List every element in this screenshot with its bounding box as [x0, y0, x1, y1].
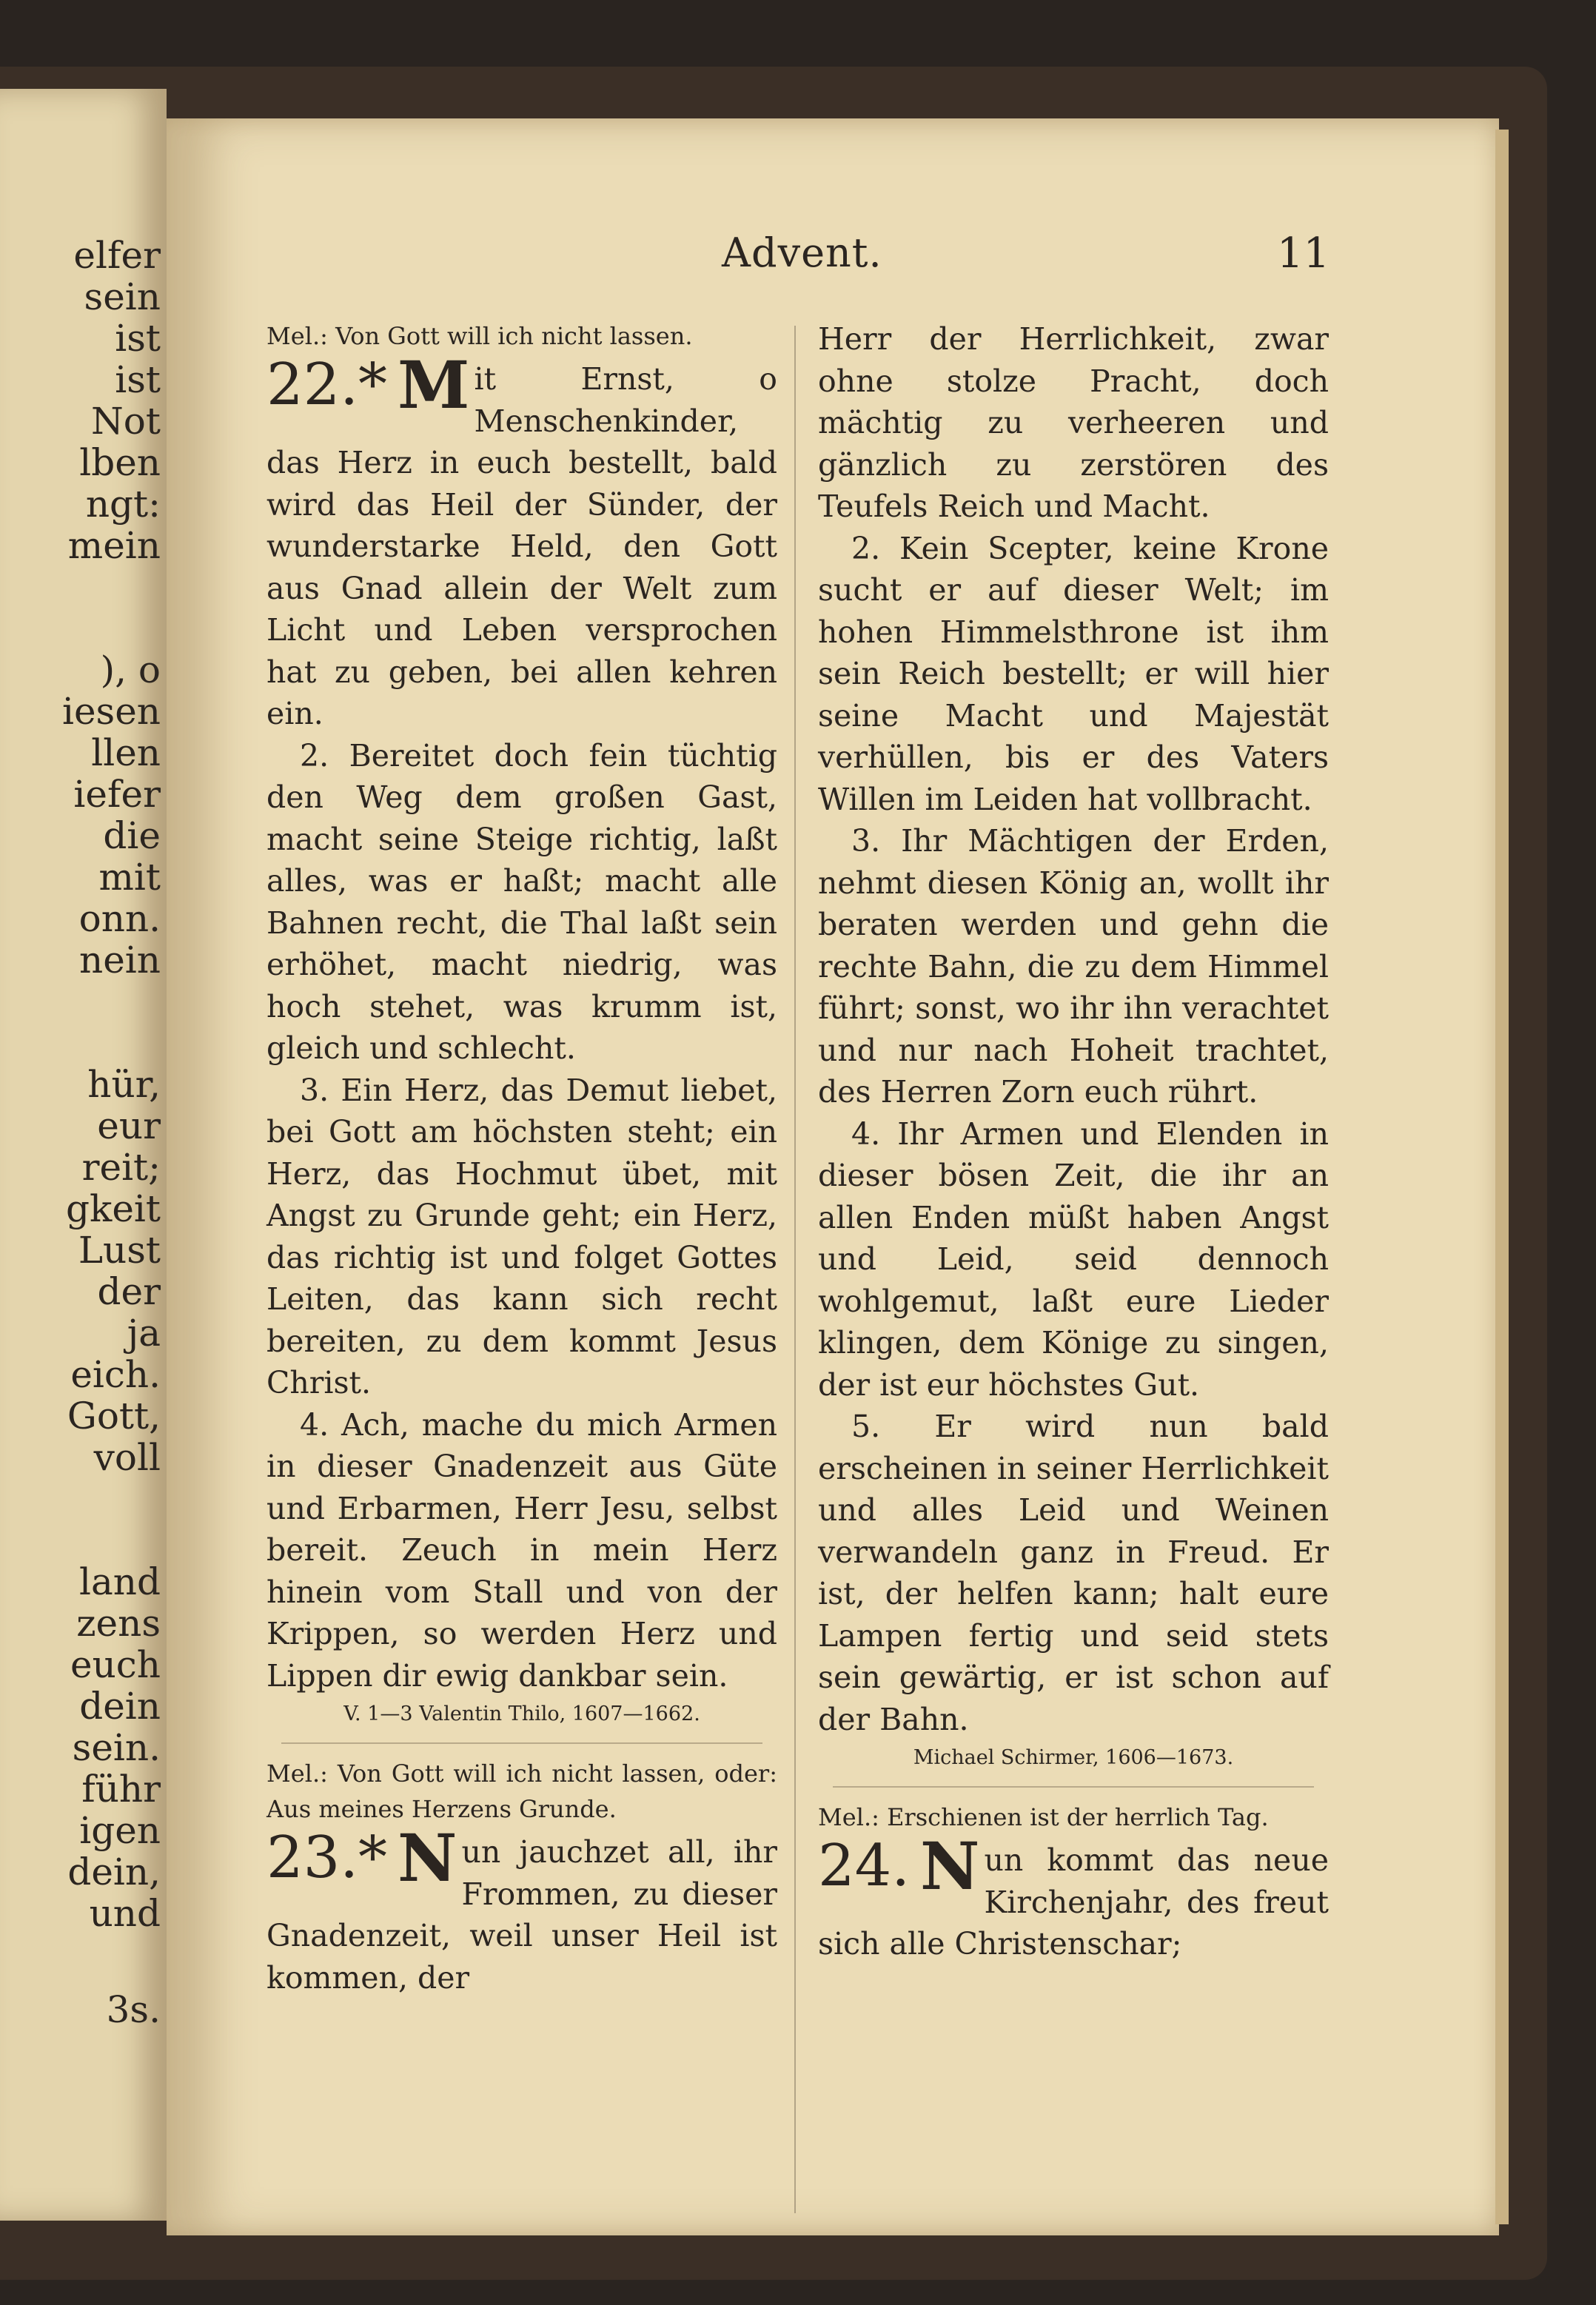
left-page-text-fragment: iesen — [61, 690, 161, 733]
left-page-text-fragment: Lust — [78, 1229, 161, 1272]
page-header — [167, 229, 1499, 281]
drop-initial: M — [398, 346, 470, 423]
verse-1: un kommt das neue Kirchenjahr, des freut sich alle Christenschar; — [818, 1842, 1329, 1962]
left-page-text-fragment: mein — [67, 524, 161, 567]
verse-4: 4. Ihr Armen und Elenden in dieser bösen Zeit, die ihr an allen Enden müßt haben Angst und Leid, seid dennoch wohlgemut, laßt eure Lieder klingen, dem Könige zu singen, der ist eur höchstes Gut. — [818, 1115, 1329, 1403]
left-page-text-fragment: lben — [79, 441, 161, 484]
left-page-text-fragment: der — [97, 1270, 161, 1313]
hymn-24 — [818, 1828, 1329, 1965]
section-rule — [833, 1786, 1314, 1788]
hymn-number: 24. — [818, 1833, 911, 1899]
melody-line: Mel.: Erschienen ist der herrlich Tag. — [818, 1803, 1269, 1831]
left-page-text-fragment: eur — [97, 1104, 161, 1147]
hymn-22 — [266, 346, 777, 1729]
running-head: Advent. — [722, 229, 882, 276]
left-page-text-fragment: ja — [127, 1312, 161, 1355]
left-page-text-fragment: ist — [115, 358, 161, 401]
left-page-text-fragment: eich. — [70, 1353, 161, 1396]
left-page-text-fragment: dein, — [67, 1851, 161, 1893]
left-page-text-fragment: führ — [81, 1768, 161, 1811]
author-credit: V. 1—3 Valentin Thilo, 1607—1662. — [343, 1702, 700, 1725]
page-number: 11 — [1277, 229, 1330, 278]
left-page-text-fragment: Gott, — [67, 1395, 161, 1437]
left-page-text-fragment: 3s. — [106, 1988, 161, 2031]
left-page-text-fragment: mit — [98, 856, 161, 899]
left-page-text-fragment: Not — [91, 400, 161, 443]
drop-initial: N — [398, 1819, 457, 1896]
left-page-text-fragment: die — [103, 814, 161, 857]
left-page-text-fragment: elfer — [73, 234, 161, 277]
left-column — [266, 318, 777, 1999]
left-page-text-fragment: onn. — [78, 897, 161, 940]
verse-5: 5. Er wird nun bald erscheinen in seiner Herrlichkeit und alles Leid und Weinen verwandeln ganz in Freud. Er ist, der helfen kann; halt eure Lampen fertig und seid stets sein gewärtig, er ist schon auf der Bahn. — [818, 1409, 1329, 1737]
left-page-text-fragment: iefer — [73, 773, 161, 816]
page-edge — [1495, 130, 1509, 2224]
left-page-text-fragment: euch — [70, 1643, 161, 1686]
column-divider — [794, 326, 796, 2213]
author-credit: Michael Schirmer, 1606—1673. — [913, 1746, 1234, 1769]
verse-4: 4. Ach, mache du mich Armen in dieser Gnadenzeit aus Güte und Erbarmen, Herr Jesu, selbst bereit. Zeuch in mein Herz hinein vom Stall und von der Krippen, so werden Herz und Lippen dir ewig dankbar sein. — [266, 1406, 777, 1694]
melody-line: Mel.: Von Gott will ich nicht lassen. — [266, 322, 693, 350]
left-page-text-fragment: sein — [84, 275, 161, 318]
left-page-text-fragment: und — [89, 1892, 161, 1935]
left-page-text-fragment: dein — [79, 1685, 161, 1728]
verse-3: 3. Ihr Mächtigen der Erden, nehmt diesen König an, wollt ihr beraten werden und gehn die rechte Bahn, die zu dem Himmel führt; sonst, wo ihr ihn verachtet und nur nach Hoheit trachtet, des Herren Zorn euch rührt. — [818, 823, 1329, 1110]
verse-2: 2. Kein Scepter, keine Krone sucht er auf dieser Welt; im hohen Himmelsthrone ist ihm sein Reich bestellt; er will hier seine Macht und Majestät verhüllen, bis er des Vaters Willen im Leiden hat vollbracht. — [818, 530, 1329, 817]
left-page-text-fragment: ist — [115, 317, 161, 360]
verse-1-continued: Herr der Herrlichkeit, zwar ohne stolze Pracht, doch mächtig zu verheeren und gänzlich zu zerstören des Teufels Reich und Macht. — [818, 321, 1329, 524]
left-page-text-fragment: hür, — [87, 1063, 161, 1106]
left-page-text-fragment: llen — [91, 731, 161, 774]
left-page-text-fragment: reit; — [81, 1146, 161, 1189]
verse-2: 2. Bereitet doch fein tüchtig den Weg dem großen Gast, macht seine Steige richtig, laßt alles, was er haßt; macht alle Bahnen recht, die Thal laßt sein erhöhet, macht niedrig, was hoch stehet, was krumm ist, gleich und schlecht. — [266, 737, 777, 1066]
book-page — [167, 118, 1499, 2235]
left-page-text-fragment: gkeit — [66, 1187, 161, 1230]
melody-line: Mel.: Von Gott will ich nicht lassen, oder: Aus meines Herzens Grunde. — [266, 1759, 777, 1823]
right-column — [818, 318, 1329, 1965]
hymn-number: 23.* — [266, 1825, 388, 1891]
verse-1: it Ernst, o Menschenkinder, das Herz in euch bestellt, bald wird das Heil der Sünder, der wunderstarke Held, den Gott aus Gnad allein der Welt zum Licht und Leben versprochen hat zu geben, bei allen kehren ein. — [266, 361, 777, 731]
hymn-number: 22.* — [266, 352, 388, 418]
left-page-text-fragment: zens — [76, 1602, 161, 1645]
left-page-text-fragment: ), o — [100, 648, 161, 691]
drop-initial: N — [920, 1828, 980, 1905]
hymn-23 — [266, 1819, 777, 1999]
left-page-fragment — [0, 89, 167, 2221]
left-page-text-fragment: voll — [93, 1436, 161, 1479]
verse-3: 3. Ein Herz, das Demut liebet, bei Gott am höchsten steht; ein Herz, das Hochmut übet, mit Angst zu Grunde geht; ein Herz, das richtig ist und folget Gottes Leiten, das kann sich recht bereiten, zu dem kommt Jesus Christ. — [266, 1072, 777, 1400]
left-page-text-fragment: sein. — [72, 1726, 161, 1769]
left-page-text-fragment: land — [78, 1560, 161, 1603]
verse-1: un jauchzet all, ihr Frommen, zu dieser Gnadenzeit, weil unser Heil ist kommen, der — [266, 1834, 777, 1996]
left-page-text-fragment: nein — [79, 939, 161, 982]
left-page-text-fragment: igen — [79, 1809, 161, 1852]
left-page-text-fragment: ngt: — [85, 483, 161, 526]
section-rule — [281, 1742, 762, 1744]
